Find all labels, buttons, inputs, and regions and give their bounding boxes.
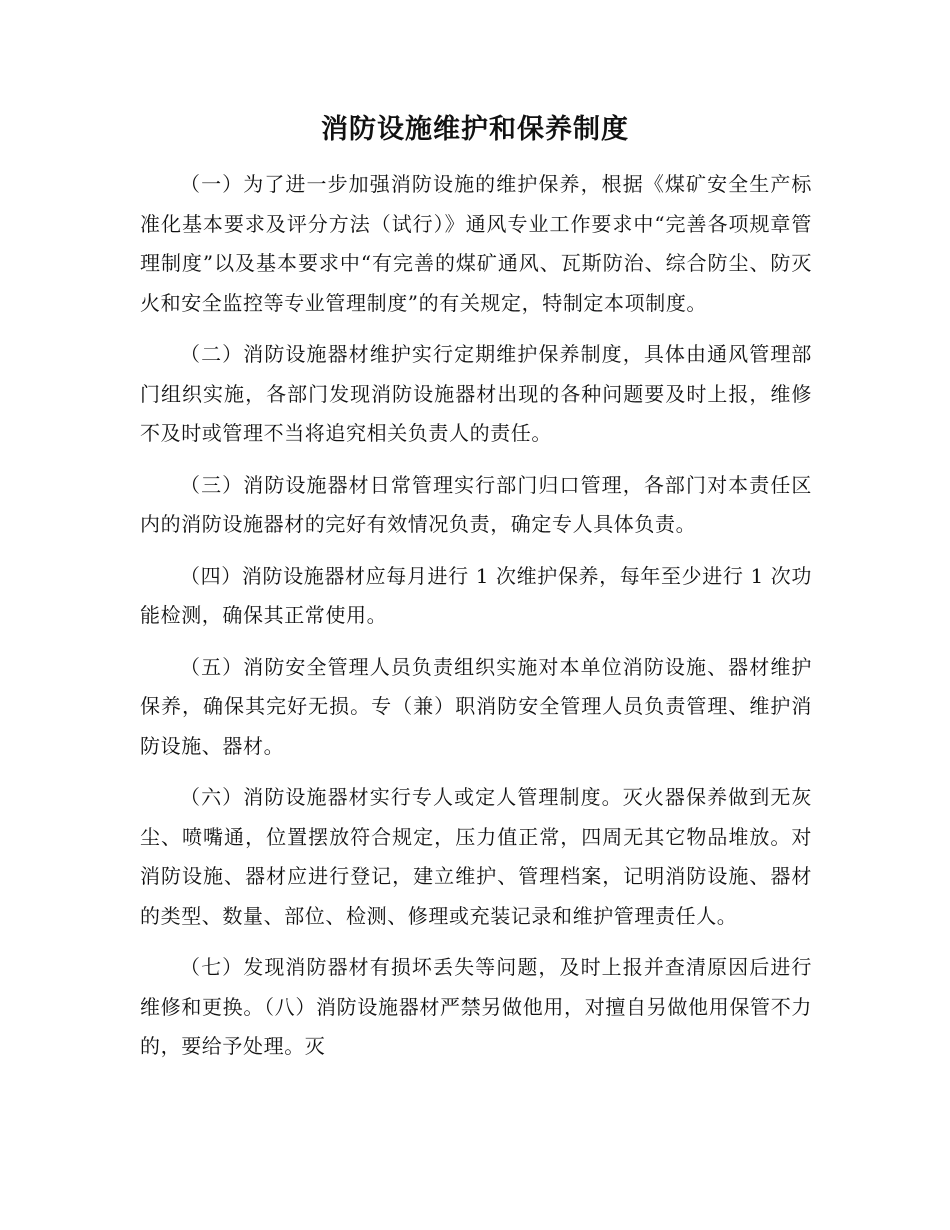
paragraph-6: （六）消防设施器材实行专人或定人管理制度。灭火器保养做到无灰尘、喷嘴通，位置摆放符合规定，压力值正常，四周无其它物品堆放。对消防设施、器材应进行登记，建立维护、管理档案，记明消防设施、器材的类型、数量、部位、检测、修理或充装记录和维护管理责任人。 (140, 785, 812, 928)
document-body (140, 165, 812, 1067)
paragraph-4: （四）消防设施器材应每月进行 1 次维护保养，每年至少进行 1 次功能检测，确保其正常使用。 (140, 563, 812, 627)
paragraph-7: （七）发现消防器材有损坏丢失等问题，及时上报并查清原因后进行维修和更换。（八）消防设施器材严禁另做他用，对擅自另做他用保管不力的，要给予处理。灭 (140, 955, 812, 1058)
paragraph-1: （一）为了进一步加强消防设施的维护保养，根据《煤矿安全生产标准化基本要求及评分方法（试行）》通风专业工作要求中“完善各项规章管理制度”以及基本要求中“有完善的煤矿通风、瓦斯防治、综合防尘、防灭火和安全监控等专业管理制度”的有关规定，特制定本项制度。 (140, 172, 812, 315)
paragraph-2: （二）消防设施器材维护实行定期维护保养制度，具体由通风管理部门组织实施，各部门发现消防设施器材出现的各种问题要及时上报，维修不及时或管理不当将追究相关负责人的责任。 (140, 342, 812, 445)
paragraph-3: （三）消防设施器材日常管理实行部门归口管理，各部门对本责任区内的消防设施器材的完好有效情况负责，确定专人具体负责。 (140, 472, 812, 536)
paragraph-5: （五）消防安全管理人员负责组织实施对本单位消防设施、器材维护保养，确保其完好无损。专（兼）职消防安全管理人员负责管理、维护消防设施、器材。 (140, 654, 812, 758)
document-title: 消防设施维护和保养制度 (321, 114, 629, 145)
